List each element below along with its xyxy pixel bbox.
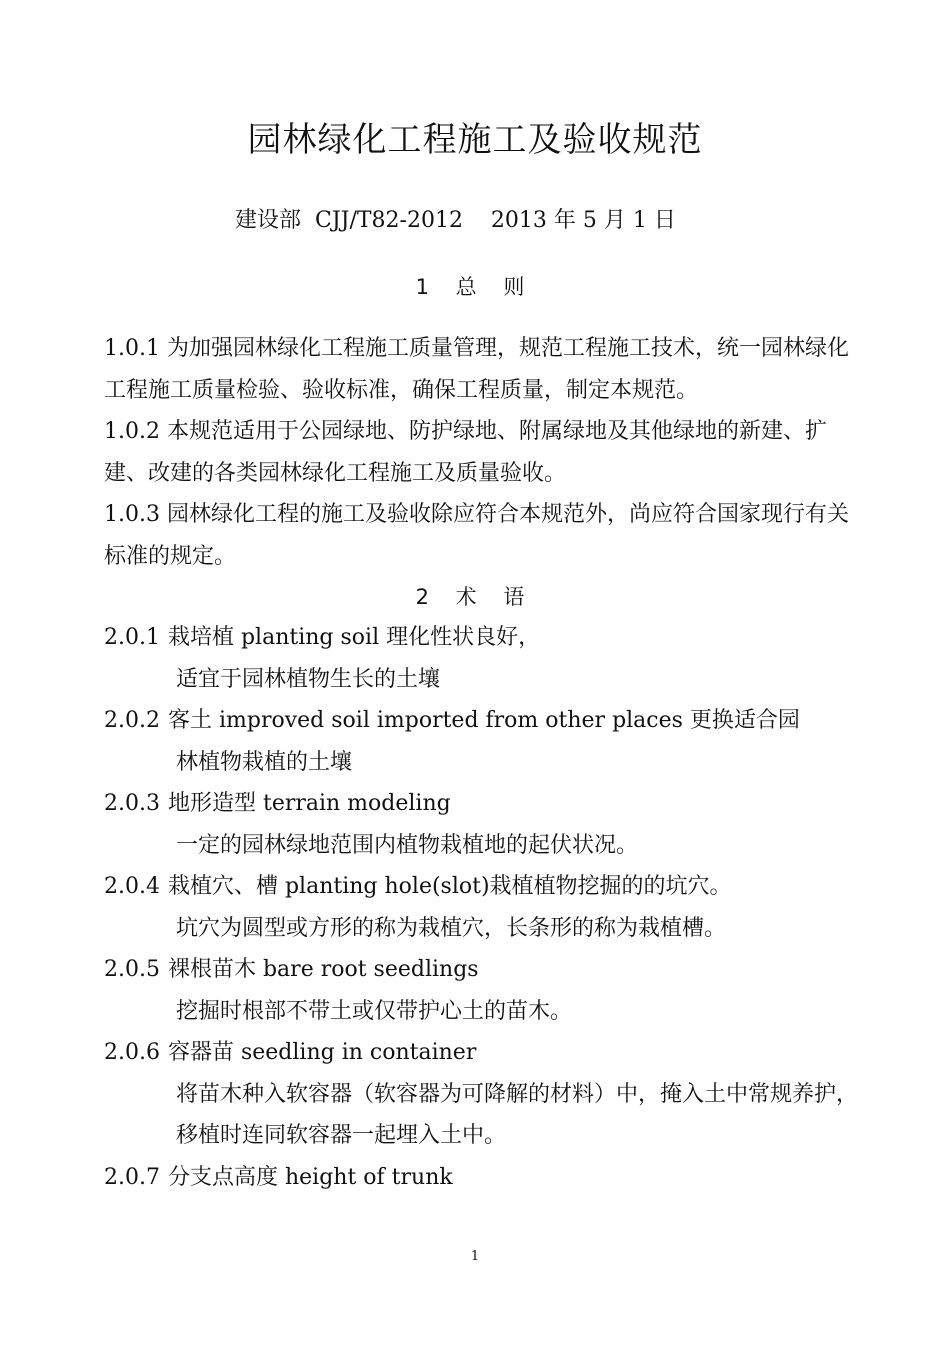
term-number: 2.0.2 xyxy=(104,708,160,733)
term-number: 2.0.4 xyxy=(104,874,160,899)
term-description: 林植物栽植的土壤 xyxy=(176,749,353,775)
term-2-0-6 xyxy=(104,1032,864,1157)
term-description: 坑穴为圆型或方形的称为栽植穴，长条形的称为栽植槽。 xyxy=(176,915,727,941)
term-number: 2.0.7 xyxy=(104,1164,160,1190)
term-number: 2.0.3 xyxy=(104,791,160,816)
term-description: 将苗木种入软容器（软容器为可降解的材料）中，掩入土中常规养护，移植时连同软容器一起埋入土中。 xyxy=(176,1081,859,1148)
terms-list xyxy=(104,617,864,1198)
term-heading: 裸根苗木 bare root seedlings xyxy=(167,957,479,982)
term-description: 挖掘时根部不带土或仅带护心土的苗木。 xyxy=(176,998,573,1024)
term-description: 一定的园林绿地范围内植物栽植地的起伏状况。 xyxy=(176,832,639,858)
term-heading: 栽培植 planting soil 理化性状良好， xyxy=(167,625,541,650)
section-heading-general: 1 总 则 xyxy=(415,275,535,299)
term-number: 2.0.6 xyxy=(104,1040,160,1065)
term-2-0-4 xyxy=(104,866,864,949)
general-clauses xyxy=(104,328,854,577)
section-heading-terms: 2 术 语 xyxy=(415,585,535,609)
term-2-0-2 xyxy=(104,700,864,783)
term-2-0-5 xyxy=(104,949,864,1032)
term-heading: 容器苗 seedling in container xyxy=(167,1040,477,1065)
term-heading: 栽植穴、槽 planting hole(slot)栽植植物挖掘的的坑穴。 xyxy=(167,874,732,899)
term-heading: 地形造型 terrain modeling xyxy=(167,791,451,816)
term-2-0-3 xyxy=(104,783,864,866)
clause-1-0-1: 1.0.1 为加强园林绿化工程施工质量管理，规范工程施工技术，统一园林绿化工程施工质量检验、验收标准，确保工程质量，制定本规范。 xyxy=(104,336,849,403)
term-number: 2.0.1 xyxy=(104,625,160,650)
term-2-0-7 xyxy=(104,1157,864,1199)
document-meta: 建设部 CJJ/T82-2012 2013 年 5 月 1 日 xyxy=(235,208,676,233)
term-description: 适宜于园林植物生长的土壤 xyxy=(176,666,441,692)
document-title: 园林绿化工程施工及验收规范 xyxy=(247,120,703,160)
term-heading: 分支点高度 height of trunk xyxy=(167,1164,453,1190)
term-number: 2.0.5 xyxy=(104,957,160,982)
term-heading: 客土 improved soil imported from other places 更换适合园 xyxy=(167,708,800,733)
clause-1-0-2: 1.0.2 本规范适用于公园绿地、防护绿地、附属绿地及其他绿地的新建、扩建、改建的各类园林绿化工程施工及质量验收。 xyxy=(104,419,827,486)
term-2-0-1 xyxy=(104,617,864,700)
clause-1-0-3: 1.0.3 园林绿化工程的施工及验收除应符合本规范外，尚应符合国家现行有关标准的规定。 xyxy=(104,502,849,569)
page-number: 1 xyxy=(470,1249,480,1264)
